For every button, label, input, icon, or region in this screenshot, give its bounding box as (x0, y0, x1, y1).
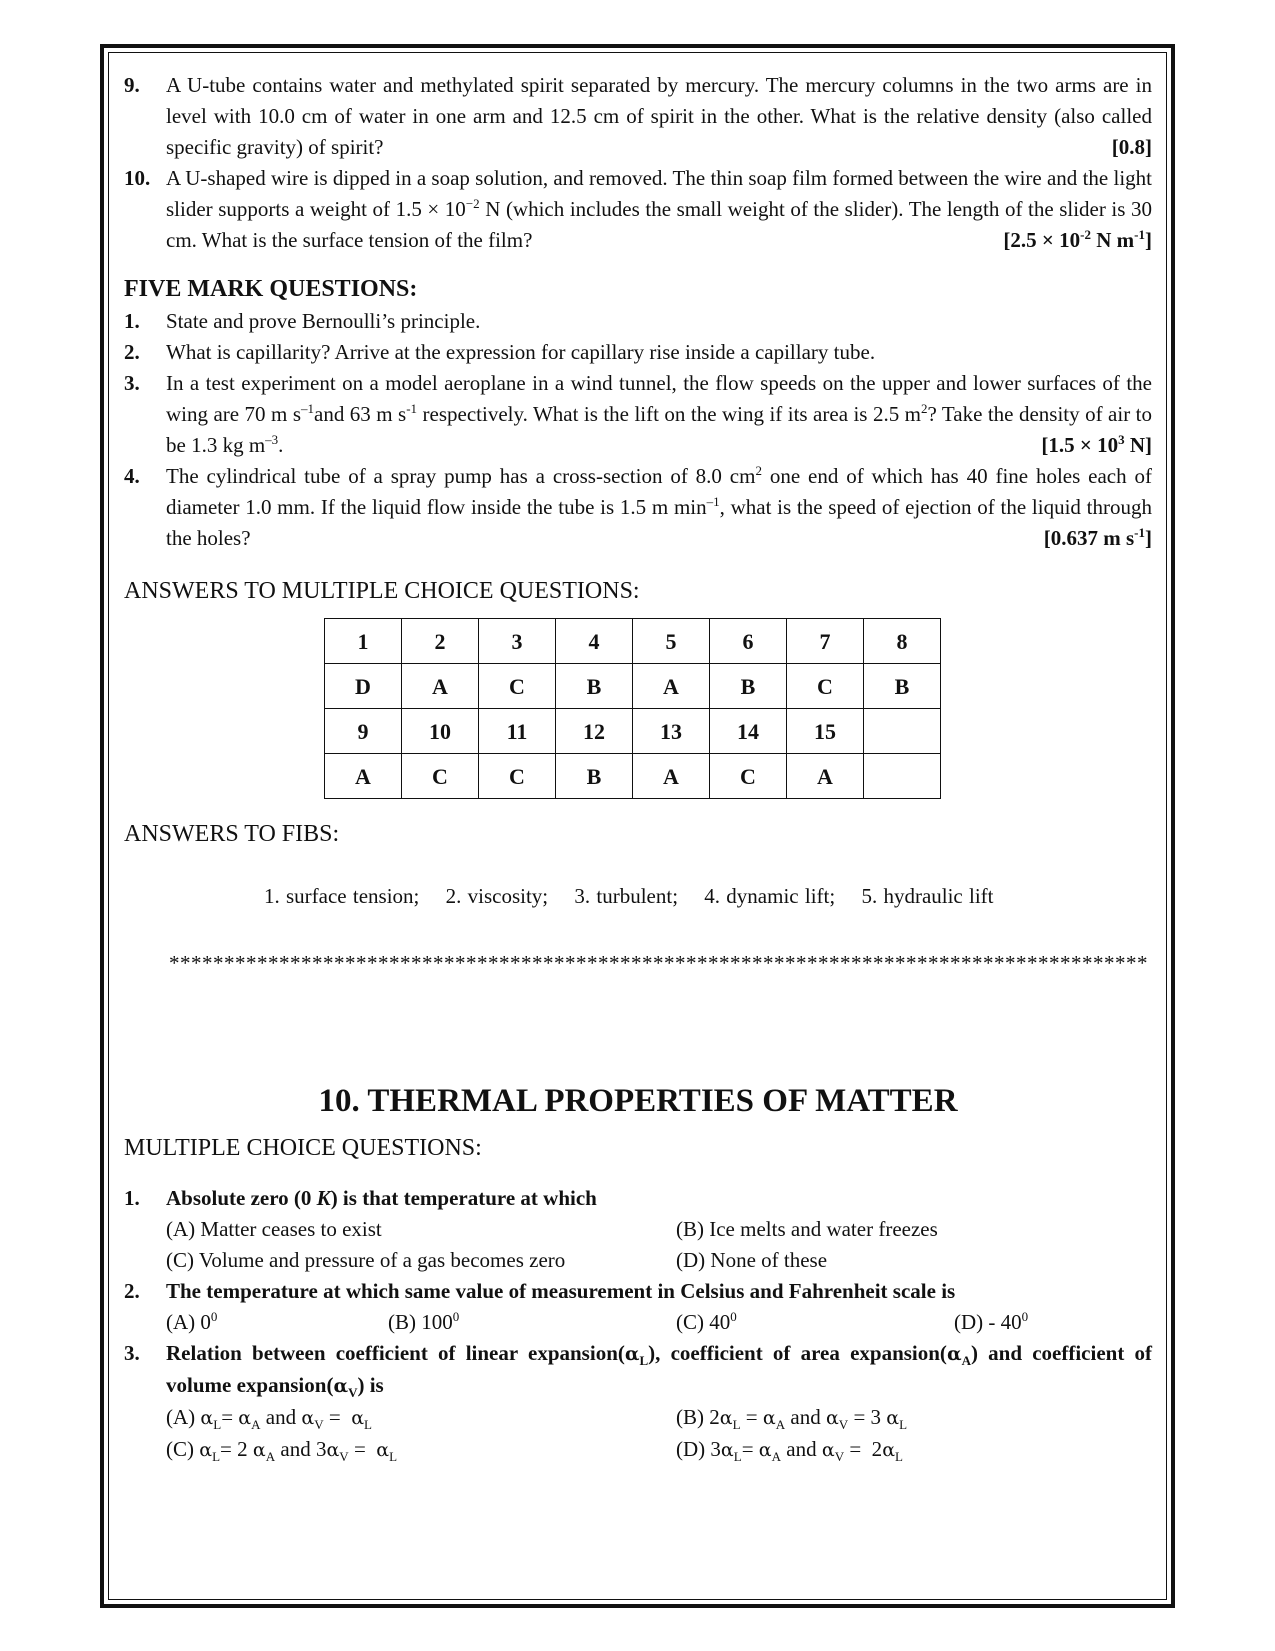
question-answer: [$2.5 \times 10^{-2}$ N $m^{-1}$] (1003, 227, 1152, 252)
table-cell: 6 (710, 619, 787, 664)
question-number: 2. (124, 340, 140, 364)
mcq-answers-heading: ANSWERS TO MULTIPLE CHOICE QUESTIONS: (124, 578, 640, 604)
question-body (166, 1338, 1152, 1466)
question-stem: Relation between coefficient of linear $expansion(\alpha_L)$, coefficient of area $expansion(\alpha_A)$ and coefficient of volume $expansion(\alpha_V)$ is (166, 1341, 1152, 1401)
table-cell: 1 (325, 619, 402, 664)
question-body (166, 1183, 1152, 1276)
option-a: (A) Matter ceases to exist (166, 1217, 382, 1241)
table-cell: A (633, 664, 710, 709)
fib-answer: 5. hydraulic lift (861, 884, 994, 908)
question-options (166, 1214, 1152, 1276)
table-row (325, 619, 941, 664)
table-cell: A (402, 664, 479, 709)
table-cell: A (787, 754, 864, 799)
option-c: (C) $40^0$ (676, 1309, 737, 1334)
option-d: (D) None of these (676, 1248, 828, 1272)
question-text: State and prove Bernoulli’s principle. (166, 309, 481, 333)
five-mark-question-2 (124, 337, 1152, 368)
option-b: (B) Ice melts and water freezes (676, 1217, 938, 1241)
question-text: A U-tube contains water and methylated spirit separated by mercury. The mercury columns in the two arms are in level with 10.0 cm of water in one arm and 12.5 cm of spirit in the other. What is the relative density (also called specific gravity) of spirit? [0.8] (166, 70, 1152, 163)
fib-answers-line (264, 881, 1152, 912)
mcq-heading: MULTIPLE CHOICE QUESTIONS: (124, 1135, 482, 1161)
table-cell: 11 (479, 709, 556, 754)
table-cell: 14 (710, 709, 787, 754)
five-mark-question-3 (124, 368, 1152, 461)
table-cell: 2 (402, 619, 479, 664)
option-b: (B) $2\alpha_L = \alpha_A$ and $\alpha_V = 3$ $\alpha_L$ (676, 1405, 908, 1433)
fib-answer: 4. dynamic lift; (704, 884, 836, 908)
question-text: In a test experiment on a model aeroplane in a wind tunnel, the flow speeds on the upper and lower surfaces of the wing are 70 m $s^{-1}and$ 63 m $s^{-1}$ respectively. What is the lift on the wing if its area is 2.5 $m^2$? Take the density of air to be 1.3 kg $m^{-3}$. [$1.5 \times 10^3$ N] (166, 368, 1152, 461)
table-cell: C (710, 754, 787, 799)
mcq-answers-table (324, 618, 941, 799)
option-a: (A) $\alpha_L= \alpha_A$ and $\alpha_V = \alpha_L$ (166, 1405, 372, 1433)
mcq-question-2 (124, 1276, 1152, 1338)
question-options (166, 1307, 1152, 1338)
five-mark-question-1 (124, 306, 1152, 337)
question-number: 3. (124, 371, 140, 395)
question-stem: The temperature at which same value of measurement in Celsius and Fahrenheit scale is (166, 1279, 956, 1303)
fib-answer: 1. surface tension; (264, 884, 420, 908)
section-separator: ***************************************************************************************** (169, 951, 1148, 975)
question-answer: [0.637 m $s^{-1}$] (1043, 525, 1152, 550)
table-cell: A (633, 754, 710, 799)
option-d: (D) $3\alpha_L= \alpha_A$ and $\alpha_V = 2\alpha_L$ (676, 1437, 903, 1465)
table-cell: B (710, 664, 787, 709)
table-cell: C (402, 754, 479, 799)
table-cell: 7 (787, 619, 864, 664)
question-text: A U-shaped wire is dipped in a soap solution, and removed. The thin soap film formed between the wire and the light slider supports a weight of $1.5 \times 10^{-2}$ N (which includes the small weight of the slider). The length of the slider is 30 cm. What is the surface tension of the film? [$2.5 \times 10^{-2}$ N $m^{-1}$] (166, 163, 1152, 256)
question-number: 2. (124, 1279, 140, 1303)
mcq-question-1 (124, 1183, 1152, 1276)
option-d: $(D) - 40^0$ (954, 1309, 1029, 1334)
question-number: 1. (124, 1186, 140, 1210)
table-cell (864, 709, 941, 754)
table-cell: 3 (479, 619, 556, 664)
question-options (166, 1402, 1152, 1466)
table-cell: B (556, 754, 633, 799)
question-answer: [$1.5 \times 10^3$ N] (1041, 432, 1152, 457)
question-answer: [0.8] (1111, 135, 1152, 159)
option-c: (C) Volume and pressure of a gas becomes zero (166, 1248, 566, 1272)
fib-answers-heading: ANSWERS TO FIBS: (124, 821, 340, 847)
question-number: 1. (124, 309, 140, 333)
table-cell: 8 (864, 619, 941, 664)
table-cell: D (325, 664, 402, 709)
table-cell: A (325, 754, 402, 799)
question-10 (124, 163, 1152, 256)
table-cell (864, 754, 941, 799)
five-mark-question-4 (124, 461, 1152, 554)
question-number: 4. (124, 464, 140, 488)
question-9 (124, 70, 1152, 163)
table-cell: 4 (556, 619, 633, 664)
question-text: The cylindrical tube of a spray pump has a cross-section of 8.0 $cm^2$ one end of which has 40 fine holes each of diameter 1.0 mm. If the liquid flow inside the tube is 1.5 m $\min^{-1}$, what is the speed of ejection of the liquid through the holes? [0.637 m $s^{-1}$] (166, 461, 1152, 554)
table-cell: 9 (325, 709, 402, 754)
table-cell: B (556, 664, 633, 709)
option-c: (C) $\alpha_L= 2$ $\alpha_A$ and $3\alpha_V = \alpha_L$ (166, 1437, 398, 1465)
table-row (325, 709, 941, 754)
option-b: (B) $100^0$ (388, 1309, 460, 1334)
table-cell: B (864, 664, 941, 709)
option-a: (A) $0^0$ (166, 1309, 218, 1334)
table-cell: 10 (402, 709, 479, 754)
mcq-question-3 (124, 1338, 1152, 1466)
question-number: 10. (124, 166, 151, 190)
fib-answer: 2. viscosity; (445, 884, 549, 908)
chapter-title: 10. THERMAL PROPERTIES OF MATTER (318, 1083, 958, 1119)
table-cell: C (479, 664, 556, 709)
page-content (124, 70, 1152, 1466)
question-number: 9. (124, 73, 140, 97)
table-cell: C (787, 664, 864, 709)
table-row (325, 664, 941, 709)
question-stem: Absolute zero (0 K) is that temperature at which (166, 1186, 597, 1210)
table-cell: 13 (633, 709, 710, 754)
five-mark-heading: FIVE MARK QUESTIONS: (124, 276, 418, 302)
table-row (325, 754, 941, 799)
table-cell: C (479, 754, 556, 799)
fib-answer: 3. turbulent; (574, 884, 679, 908)
question-body (166, 1276, 1152, 1338)
question-number: 3. (124, 1341, 140, 1365)
table-cell: 12 (556, 709, 633, 754)
table-cell: 5 (633, 619, 710, 664)
question-text: What is capillarity? Arrive at the expression for capillary rise inside a capillary tube. (166, 340, 876, 364)
table-cell: 15 (787, 709, 864, 754)
